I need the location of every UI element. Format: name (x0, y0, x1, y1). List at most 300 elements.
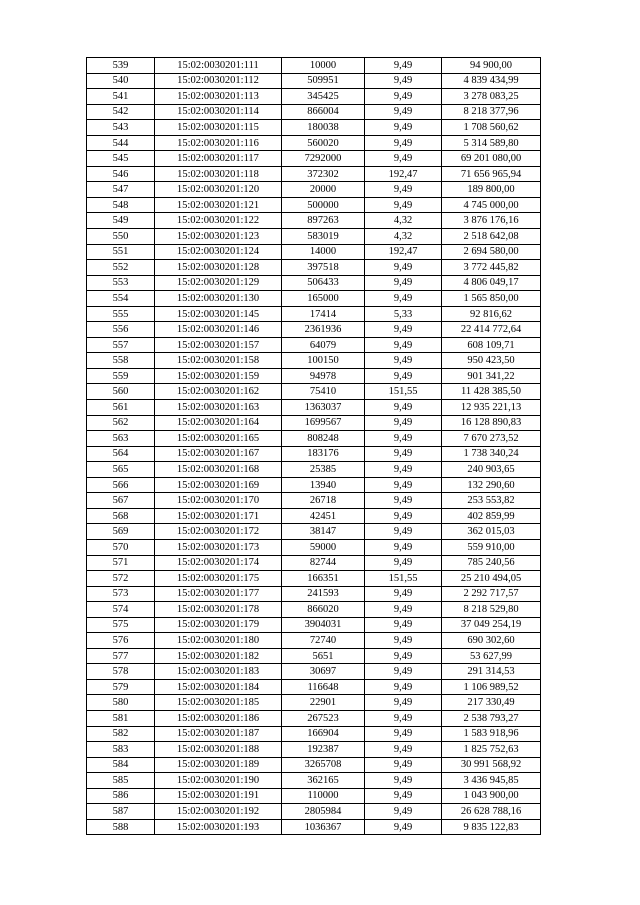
table-row (87, 431, 541, 447)
row-number-cell: 583 (87, 742, 155, 758)
area-cell: 72740 (282, 633, 365, 649)
cadastral-value-cell: 690 302,60 (442, 633, 541, 649)
row-number-cell: 548 (87, 197, 155, 213)
table-row (87, 353, 541, 369)
cadastral-number-cell: 15:02:0030201:116 (155, 135, 282, 151)
row-number-cell: 559 (87, 368, 155, 384)
cadastral-value-cell: 4 806 049,17 (442, 275, 541, 291)
table-row (87, 244, 541, 260)
row-number-cell: 579 (87, 679, 155, 695)
row-number-cell: 540 (87, 73, 155, 89)
row-number-cell: 567 (87, 493, 155, 509)
rate-cell: 9,49 (365, 695, 442, 711)
cadastral-value-cell: 240 903,65 (442, 462, 541, 478)
rate-cell: 9,49 (365, 757, 442, 773)
rate-cell: 9,49 (365, 477, 442, 493)
area-cell: 345425 (282, 89, 365, 105)
cadastral-value-cell: 132 290,60 (442, 477, 541, 493)
area-cell: 5651 (282, 648, 365, 664)
cadastral-number-cell: 15:02:0030201:178 (155, 602, 282, 618)
cadastral-number-cell: 15:02:0030201:128 (155, 260, 282, 276)
cadastral-value-cell: 402 859,99 (442, 508, 541, 524)
table-row (87, 415, 541, 431)
cadastral-value-cell: 8 218 377,96 (442, 104, 541, 120)
row-number-cell: 565 (87, 462, 155, 478)
cadastral-number-cell: 15:02:0030201:170 (155, 493, 282, 509)
cadastral-number-cell: 15:02:0030201:157 (155, 337, 282, 353)
table-row (87, 633, 541, 649)
area-cell: 17414 (282, 306, 365, 322)
rate-cell: 151,55 (365, 571, 442, 587)
table-row (87, 182, 541, 198)
rate-cell: 5,33 (365, 306, 442, 322)
rate-cell: 9,49 (365, 275, 442, 291)
row-number-cell: 588 (87, 819, 155, 835)
table-row (87, 197, 541, 213)
row-number-cell: 570 (87, 539, 155, 555)
table-row (87, 166, 541, 182)
row-number-cell: 569 (87, 524, 155, 540)
row-number-cell: 584 (87, 757, 155, 773)
rate-cell: 9,49 (365, 322, 442, 338)
cadastral-value-cell: 2 538 793,27 (442, 710, 541, 726)
table-row (87, 493, 541, 509)
rate-cell: 9,49 (365, 788, 442, 804)
row-number-cell: 577 (87, 648, 155, 664)
table-row (87, 213, 541, 229)
table-row (87, 648, 541, 664)
table-row (87, 337, 541, 353)
cadastral-number-cell: 15:02:0030201:191 (155, 788, 282, 804)
area-cell: 14000 (282, 244, 365, 260)
cadastral-value-cell: 3 278 083,25 (442, 89, 541, 105)
area-cell: 38147 (282, 524, 365, 540)
area-cell: 1363037 (282, 400, 365, 416)
area-cell: 110000 (282, 788, 365, 804)
rate-cell: 9,49 (365, 368, 442, 384)
cadastral-value-cell: 291 314,53 (442, 664, 541, 680)
table-row (87, 275, 541, 291)
table-row (87, 819, 541, 835)
rate-cell: 9,49 (365, 120, 442, 136)
table-row (87, 291, 541, 307)
table-row (87, 477, 541, 493)
table-row (87, 586, 541, 602)
area-cell: 10000 (282, 58, 365, 74)
cadastral-value-cell: 559 910,00 (442, 539, 541, 555)
row-number-cell: 545 (87, 151, 155, 167)
area-cell: 3265708 (282, 757, 365, 773)
cadastral-number-cell: 15:02:0030201:129 (155, 275, 282, 291)
area-cell: 64079 (282, 337, 365, 353)
row-number-cell: 557 (87, 337, 155, 353)
area-cell: 26718 (282, 493, 365, 509)
table-row (87, 773, 541, 789)
table-row (87, 73, 541, 89)
area-cell: 1699567 (282, 415, 365, 431)
rate-cell: 9,49 (365, 586, 442, 602)
cadastral-number-cell: 15:02:0030201:187 (155, 726, 282, 742)
row-number-cell: 552 (87, 260, 155, 276)
cadastral-value-cell: 92 816,62 (442, 306, 541, 322)
cadastral-number-cell: 15:02:0030201:180 (155, 633, 282, 649)
table-row (87, 120, 541, 136)
cadastral-value-cell: 4 839 434,99 (442, 73, 541, 89)
table-row (87, 710, 541, 726)
rate-cell: 9,49 (365, 555, 442, 571)
row-number-cell: 551 (87, 244, 155, 260)
row-number-cell: 574 (87, 602, 155, 618)
cadastral-value-cell: 217 330,49 (442, 695, 541, 711)
cadastral-value-cell: 3 772 445,82 (442, 260, 541, 276)
area-cell: 808248 (282, 431, 365, 447)
row-number-cell: 581 (87, 710, 155, 726)
rate-cell: 9,49 (365, 291, 442, 307)
area-cell: 2805984 (282, 804, 365, 820)
table-row (87, 322, 541, 338)
cadastral-value-cell: 901 341,22 (442, 368, 541, 384)
area-cell: 397518 (282, 260, 365, 276)
table-row (87, 260, 541, 276)
row-number-cell: 541 (87, 89, 155, 105)
cadastral-value-cell: 11 428 385,50 (442, 384, 541, 400)
cadastral-value-cell: 5 314 589,80 (442, 135, 541, 151)
row-number-cell: 555 (87, 306, 155, 322)
row-number-cell: 564 (87, 446, 155, 462)
rate-cell: 192,47 (365, 244, 442, 260)
area-cell: 1036367 (282, 819, 365, 835)
cadastral-number-cell: 15:02:0030201:183 (155, 664, 282, 680)
rate-cell: 9,49 (365, 353, 442, 369)
area-cell: 165000 (282, 291, 365, 307)
cadastral-value-cell: 12 935 221,13 (442, 400, 541, 416)
cadastral-number-cell: 15:02:0030201:172 (155, 524, 282, 540)
rate-cell: 9,49 (365, 508, 442, 524)
cadastral-value-cell: 26 628 788,16 (442, 804, 541, 820)
table-row (87, 742, 541, 758)
cadastral-value-cell: 785 240,56 (442, 555, 541, 571)
cadastral-number-cell: 15:02:0030201:182 (155, 648, 282, 664)
area-cell: 180038 (282, 120, 365, 136)
cadastral-value-cell: 1 106 989,52 (442, 679, 541, 695)
table-row (87, 508, 541, 524)
area-cell: 267523 (282, 710, 365, 726)
cadastral-value-cell: 7 670 273,52 (442, 431, 541, 447)
area-cell: 866020 (282, 602, 365, 618)
table-row (87, 757, 541, 773)
cadastral-value-cell: 1 708 560,62 (442, 120, 541, 136)
cadastral-number-cell: 15:02:0030201:120 (155, 182, 282, 198)
table-row (87, 539, 541, 555)
area-cell: 7292000 (282, 151, 365, 167)
area-cell: 166351 (282, 571, 365, 587)
cadastral-value-cell: 2 292 717,57 (442, 586, 541, 602)
table-row (87, 726, 541, 742)
cadastral-number-cell: 15:02:0030201:145 (155, 306, 282, 322)
cadastral-number-cell: 15:02:0030201:190 (155, 773, 282, 789)
cadastral-value-cell: 1 043 900,00 (442, 788, 541, 804)
row-number-cell: 571 (87, 555, 155, 571)
rate-cell: 4,32 (365, 213, 442, 229)
cadastral-value-cell: 253 553,82 (442, 493, 541, 509)
cadastral-value-cell: 53 627,99 (442, 648, 541, 664)
cadastral-value-cell: 37 049 254,19 (442, 617, 541, 633)
row-number-cell: 558 (87, 353, 155, 369)
cadastral-value-cell: 950 423,50 (442, 353, 541, 369)
rate-cell: 9,49 (365, 197, 442, 213)
cadastral-number-cell: 15:02:0030201:165 (155, 431, 282, 447)
rate-cell: 9,49 (365, 400, 442, 416)
rate-cell: 9,49 (365, 73, 442, 89)
rate-cell: 9,49 (365, 617, 442, 633)
rate-cell: 9,49 (365, 151, 442, 167)
cadastral-number-cell: 15:02:0030201:169 (155, 477, 282, 493)
cadastral-value-cell: 69 201 080,00 (442, 151, 541, 167)
row-number-cell: 544 (87, 135, 155, 151)
rate-cell: 9,49 (365, 524, 442, 540)
row-number-cell: 586 (87, 788, 155, 804)
cadastral-number-cell: 15:02:0030201:179 (155, 617, 282, 633)
table-row (87, 400, 541, 416)
cadastral-number-cell: 15:02:0030201:167 (155, 446, 282, 462)
rate-cell: 9,49 (365, 710, 442, 726)
table-body (87, 58, 541, 835)
cadastral-number-cell: 15:02:0030201:111 (155, 58, 282, 74)
table-row (87, 788, 541, 804)
rate-cell: 9,49 (365, 182, 442, 198)
cadastral-number-cell: 15:02:0030201:113 (155, 89, 282, 105)
row-number-cell: 542 (87, 104, 155, 120)
cadastral-value-cell: 1 738 340,24 (442, 446, 541, 462)
row-number-cell: 585 (87, 773, 155, 789)
rate-cell: 9,49 (365, 58, 442, 74)
cadastral-number-cell: 15:02:0030201:123 (155, 229, 282, 245)
rate-cell: 9,49 (365, 89, 442, 105)
table-row (87, 89, 541, 105)
area-cell: 42451 (282, 508, 365, 524)
cadastral-value-cell: 1 825 752,63 (442, 742, 541, 758)
cadastral-value-cell: 3 876 176,16 (442, 213, 541, 229)
cadastral-number-cell: 15:02:0030201:177 (155, 586, 282, 602)
cadastral-number-cell: 15:02:0030201:114 (155, 104, 282, 120)
cadastral-value-cell: 1 565 850,00 (442, 291, 541, 307)
cadastral-value-cell: 2 694 580,00 (442, 244, 541, 260)
area-cell: 362165 (282, 773, 365, 789)
area-cell: 116648 (282, 679, 365, 695)
rate-cell: 9,49 (365, 104, 442, 120)
rate-cell: 9,49 (365, 260, 442, 276)
area-cell: 866004 (282, 104, 365, 120)
row-number-cell: 576 (87, 633, 155, 649)
table-row (87, 524, 541, 540)
table-row (87, 571, 541, 587)
table-row (87, 104, 541, 120)
area-cell: 2361936 (282, 322, 365, 338)
cadastral-number-cell: 15:02:0030201:186 (155, 710, 282, 726)
row-number-cell: 568 (87, 508, 155, 524)
cadastral-value-cell: 3 436 945,85 (442, 773, 541, 789)
area-cell: 372302 (282, 166, 365, 182)
rate-cell: 9,49 (365, 742, 442, 758)
cadastral-value-cell: 71 656 965,94 (442, 166, 541, 182)
rate-cell: 9,49 (365, 648, 442, 664)
row-number-cell: 573 (87, 586, 155, 602)
rate-cell: 9,49 (365, 337, 442, 353)
row-number-cell: 546 (87, 166, 155, 182)
row-number-cell: 553 (87, 275, 155, 291)
cadastral-number-cell: 15:02:0030201:162 (155, 384, 282, 400)
cadastral-number-cell: 15:02:0030201:175 (155, 571, 282, 587)
cadastral-value-cell: 4 745 000,00 (442, 197, 541, 213)
area-cell: 82744 (282, 555, 365, 571)
rate-cell: 9,49 (365, 539, 442, 555)
rate-cell: 4,32 (365, 229, 442, 245)
table-row (87, 58, 541, 74)
cadastral-value-cell: 30 991 568,92 (442, 757, 541, 773)
cadastral-number-cell: 15:02:0030201:159 (155, 368, 282, 384)
cadastral-number-cell: 15:02:0030201:171 (155, 508, 282, 524)
row-number-cell: 563 (87, 431, 155, 447)
cadastral-number-cell: 15:02:0030201:185 (155, 695, 282, 711)
area-cell: 500000 (282, 197, 365, 213)
cadastral-number-cell: 15:02:0030201:115 (155, 120, 282, 136)
area-cell: 25385 (282, 462, 365, 478)
row-number-cell: 561 (87, 400, 155, 416)
rate-cell: 151,55 (365, 384, 442, 400)
rate-cell: 192,47 (365, 166, 442, 182)
area-cell: 560020 (282, 135, 365, 151)
row-number-cell: 547 (87, 182, 155, 198)
cadastral-value-cell: 94 900,00 (442, 58, 541, 74)
row-number-cell: 582 (87, 726, 155, 742)
cadastral-number-cell: 15:02:0030201:122 (155, 213, 282, 229)
area-cell: 166904 (282, 726, 365, 742)
table-row (87, 555, 541, 571)
area-cell: 94978 (282, 368, 365, 384)
row-number-cell: 587 (87, 804, 155, 820)
cadastral-value-cell: 25 210 494,05 (442, 571, 541, 587)
rate-cell: 9,49 (365, 804, 442, 820)
rate-cell: 9,49 (365, 462, 442, 478)
rate-cell: 9,49 (365, 135, 442, 151)
area-cell: 192387 (282, 742, 365, 758)
cadastral-number-cell: 15:02:0030201:189 (155, 757, 282, 773)
rate-cell: 9,49 (365, 431, 442, 447)
cadastral-number-cell: 15:02:0030201:188 (155, 742, 282, 758)
row-number-cell: 566 (87, 477, 155, 493)
area-cell: 22901 (282, 695, 365, 711)
table-row (87, 664, 541, 680)
row-number-cell: 543 (87, 120, 155, 136)
table-row (87, 617, 541, 633)
table-row (87, 368, 541, 384)
cadastral-value-cell: 2 518 642,08 (442, 229, 541, 245)
cadastral-number-cell: 15:02:0030201:117 (155, 151, 282, 167)
rate-cell: 9,49 (365, 602, 442, 618)
row-number-cell: 539 (87, 58, 155, 74)
area-cell: 3904031 (282, 617, 365, 633)
area-cell: 75410 (282, 384, 365, 400)
cadastral-value-cell: 9 835 122,83 (442, 819, 541, 835)
row-number-cell: 554 (87, 291, 155, 307)
cadastral-number-cell: 15:02:0030201:158 (155, 353, 282, 369)
table-row (87, 679, 541, 695)
rate-cell: 9,49 (365, 664, 442, 680)
cadastral-value-cell: 8 218 529,80 (442, 602, 541, 618)
cadastral-number-cell: 15:02:0030201:193 (155, 819, 282, 835)
cadastral-value-cell: 22 414 772,64 (442, 322, 541, 338)
row-number-cell: 575 (87, 617, 155, 633)
row-number-cell: 560 (87, 384, 155, 400)
rate-cell: 9,49 (365, 726, 442, 742)
table-row (87, 602, 541, 618)
area-cell: 509951 (282, 73, 365, 89)
cadastral-number-cell: 15:02:0030201:163 (155, 400, 282, 416)
table-row (87, 229, 541, 245)
cadastral-value-cell: 16 128 890,83 (442, 415, 541, 431)
area-cell: 20000 (282, 182, 365, 198)
row-number-cell: 580 (87, 695, 155, 711)
cadastral-value-table (86, 57, 541, 835)
rate-cell: 9,49 (365, 773, 442, 789)
table-row (87, 135, 541, 151)
area-cell: 183176 (282, 446, 365, 462)
area-cell: 30697 (282, 664, 365, 680)
cadastral-value-cell: 1 583 918,96 (442, 726, 541, 742)
cadastral-value-cell: 608 109,71 (442, 337, 541, 353)
row-number-cell: 578 (87, 664, 155, 680)
table-row (87, 151, 541, 167)
cadastral-number-cell: 15:02:0030201:168 (155, 462, 282, 478)
area-cell: 100150 (282, 353, 365, 369)
cadastral-number-cell: 15:02:0030201:173 (155, 539, 282, 555)
cadastral-number-cell: 15:02:0030201:112 (155, 73, 282, 89)
row-number-cell: 549 (87, 213, 155, 229)
cadastral-number-cell: 15:02:0030201:130 (155, 291, 282, 307)
table-row (87, 804, 541, 820)
area-cell: 241593 (282, 586, 365, 602)
cadastral-value-cell: 189 800,00 (442, 182, 541, 198)
cadastral-number-cell: 15:02:0030201:164 (155, 415, 282, 431)
area-cell: 506433 (282, 275, 365, 291)
cadastral-number-cell: 15:02:0030201:118 (155, 166, 282, 182)
area-cell: 59000 (282, 539, 365, 555)
row-number-cell: 556 (87, 322, 155, 338)
rate-cell: 9,49 (365, 679, 442, 695)
rate-cell: 9,49 (365, 493, 442, 509)
table-row (87, 306, 541, 322)
area-cell: 13940 (282, 477, 365, 493)
row-number-cell: 562 (87, 415, 155, 431)
rate-cell: 9,49 (365, 415, 442, 431)
rate-cell: 9,49 (365, 633, 442, 649)
rate-cell: 9,49 (365, 446, 442, 462)
row-number-cell: 572 (87, 571, 155, 587)
cadastral-number-cell: 15:02:0030201:124 (155, 244, 282, 260)
row-number-cell: 550 (87, 229, 155, 245)
table-row (87, 462, 541, 478)
cadastral-number-cell: 15:02:0030201:184 (155, 679, 282, 695)
cadastral-number-cell: 15:02:0030201:174 (155, 555, 282, 571)
area-cell: 897263 (282, 213, 365, 229)
table-row (87, 384, 541, 400)
cadastral-number-cell: 15:02:0030201:121 (155, 197, 282, 213)
table-row (87, 695, 541, 711)
rate-cell: 9,49 (365, 819, 442, 835)
cadastral-number-cell: 15:02:0030201:192 (155, 804, 282, 820)
cadastral-number-cell: 15:02:0030201:146 (155, 322, 282, 338)
area-cell: 583019 (282, 229, 365, 245)
